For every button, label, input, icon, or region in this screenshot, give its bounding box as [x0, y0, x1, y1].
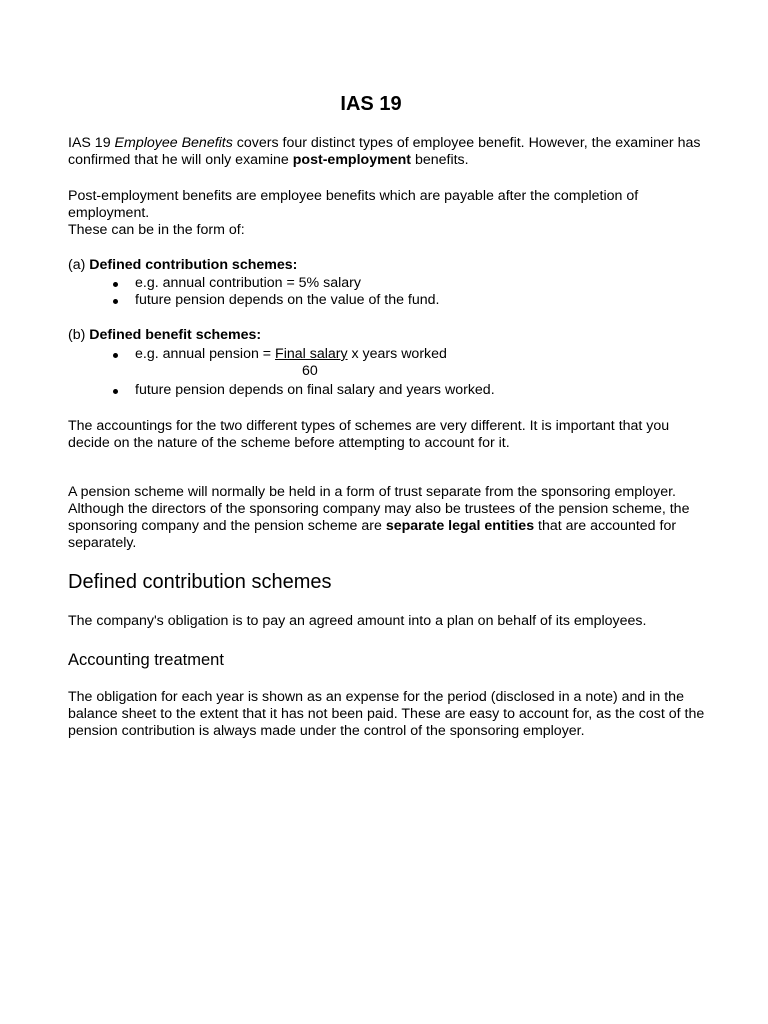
list-item: future pension depends on final salary and years worked.: [110, 382, 710, 399]
intro-paragraph: [68, 135, 708, 169]
forms-intro-text: These can be in the form of:: [68, 222, 245, 238]
trust-text-2: that are accounted for separately.: [68, 518, 677, 551]
scheme-a-prefix: (a): [68, 257, 90, 273]
sub-heading: Accounting treatment: [68, 651, 224, 669]
scheme-b-prefix: (b): [68, 327, 90, 343]
obligation-paragraph: The company's obligation is to pay an agreed amount into a plan on behalf of its employees.: [68, 613, 647, 629]
formula-numerator: Final salary: [275, 346, 348, 362]
intro-standard-name: Employee Benefits: [114, 135, 233, 151]
scheme-b-list-2: [110, 382, 710, 399]
formula-text-2: x years worked: [347, 346, 447, 362]
definition-paragraph: Post-employment benefits are employee benefits which are payable after the completion of employment.: [68, 188, 639, 221]
trust-text-1: A pension scheme will normally be held in a form of trust separate from the sponsoring employer. Although the directors of the sponsoring company may also be trustees of the pension scheme, the sponsoring company and the pension scheme are: [68, 484, 690, 534]
scheme-a-heading: [68, 257, 708, 274]
list-item: e.g. annual contribution = 5% salary: [110, 275, 710, 292]
scheme-b-list: [110, 346, 710, 363]
intro-text-3: benefits.: [411, 152, 469, 168]
section-heading: Defined contribution schemes: [68, 571, 332, 593]
intro-text-1: IAS 19: [68, 135, 115, 151]
formula-text-1: e.g. annual pension =: [135, 346, 276, 362]
scheme-b-heading: [68, 327, 708, 344]
list-item: [110, 346, 710, 363]
trust-emphasis: separate legal entities: [385, 518, 535, 534]
page-title: IAS 19: [340, 93, 402, 115]
intro-text-2: covers four distinct types of employee benefit. However, the examiner has confirmed that he will only examine: [68, 135, 701, 168]
formula-denominator: 60: [302, 363, 318, 379]
scheme-a-list: [110, 275, 710, 309]
trust-paragraph: [68, 484, 708, 552]
treatment-paragraph: The obligation for each year is shown as an expense for the period (disclosed in a note) and in the balance sheet to the extent that it has not been paid. These are easy to account for, as the cost of the pension contribution is always made under the control of the sponsoring employer.: [68, 689, 705, 739]
accountings-paragraph: The accountings for the two different types of schemes are very different. It is important that you decide on the nature of the scheme before attempting to account for it.: [68, 418, 670, 451]
list-item: future pension depends on the value of the fund.: [110, 292, 710, 309]
scheme-b-label: Defined benefit schemes:: [89, 327, 262, 343]
intro-emphasis: post-employment: [292, 152, 411, 168]
scheme-a-label: Defined contribution schemes:: [89, 257, 298, 273]
